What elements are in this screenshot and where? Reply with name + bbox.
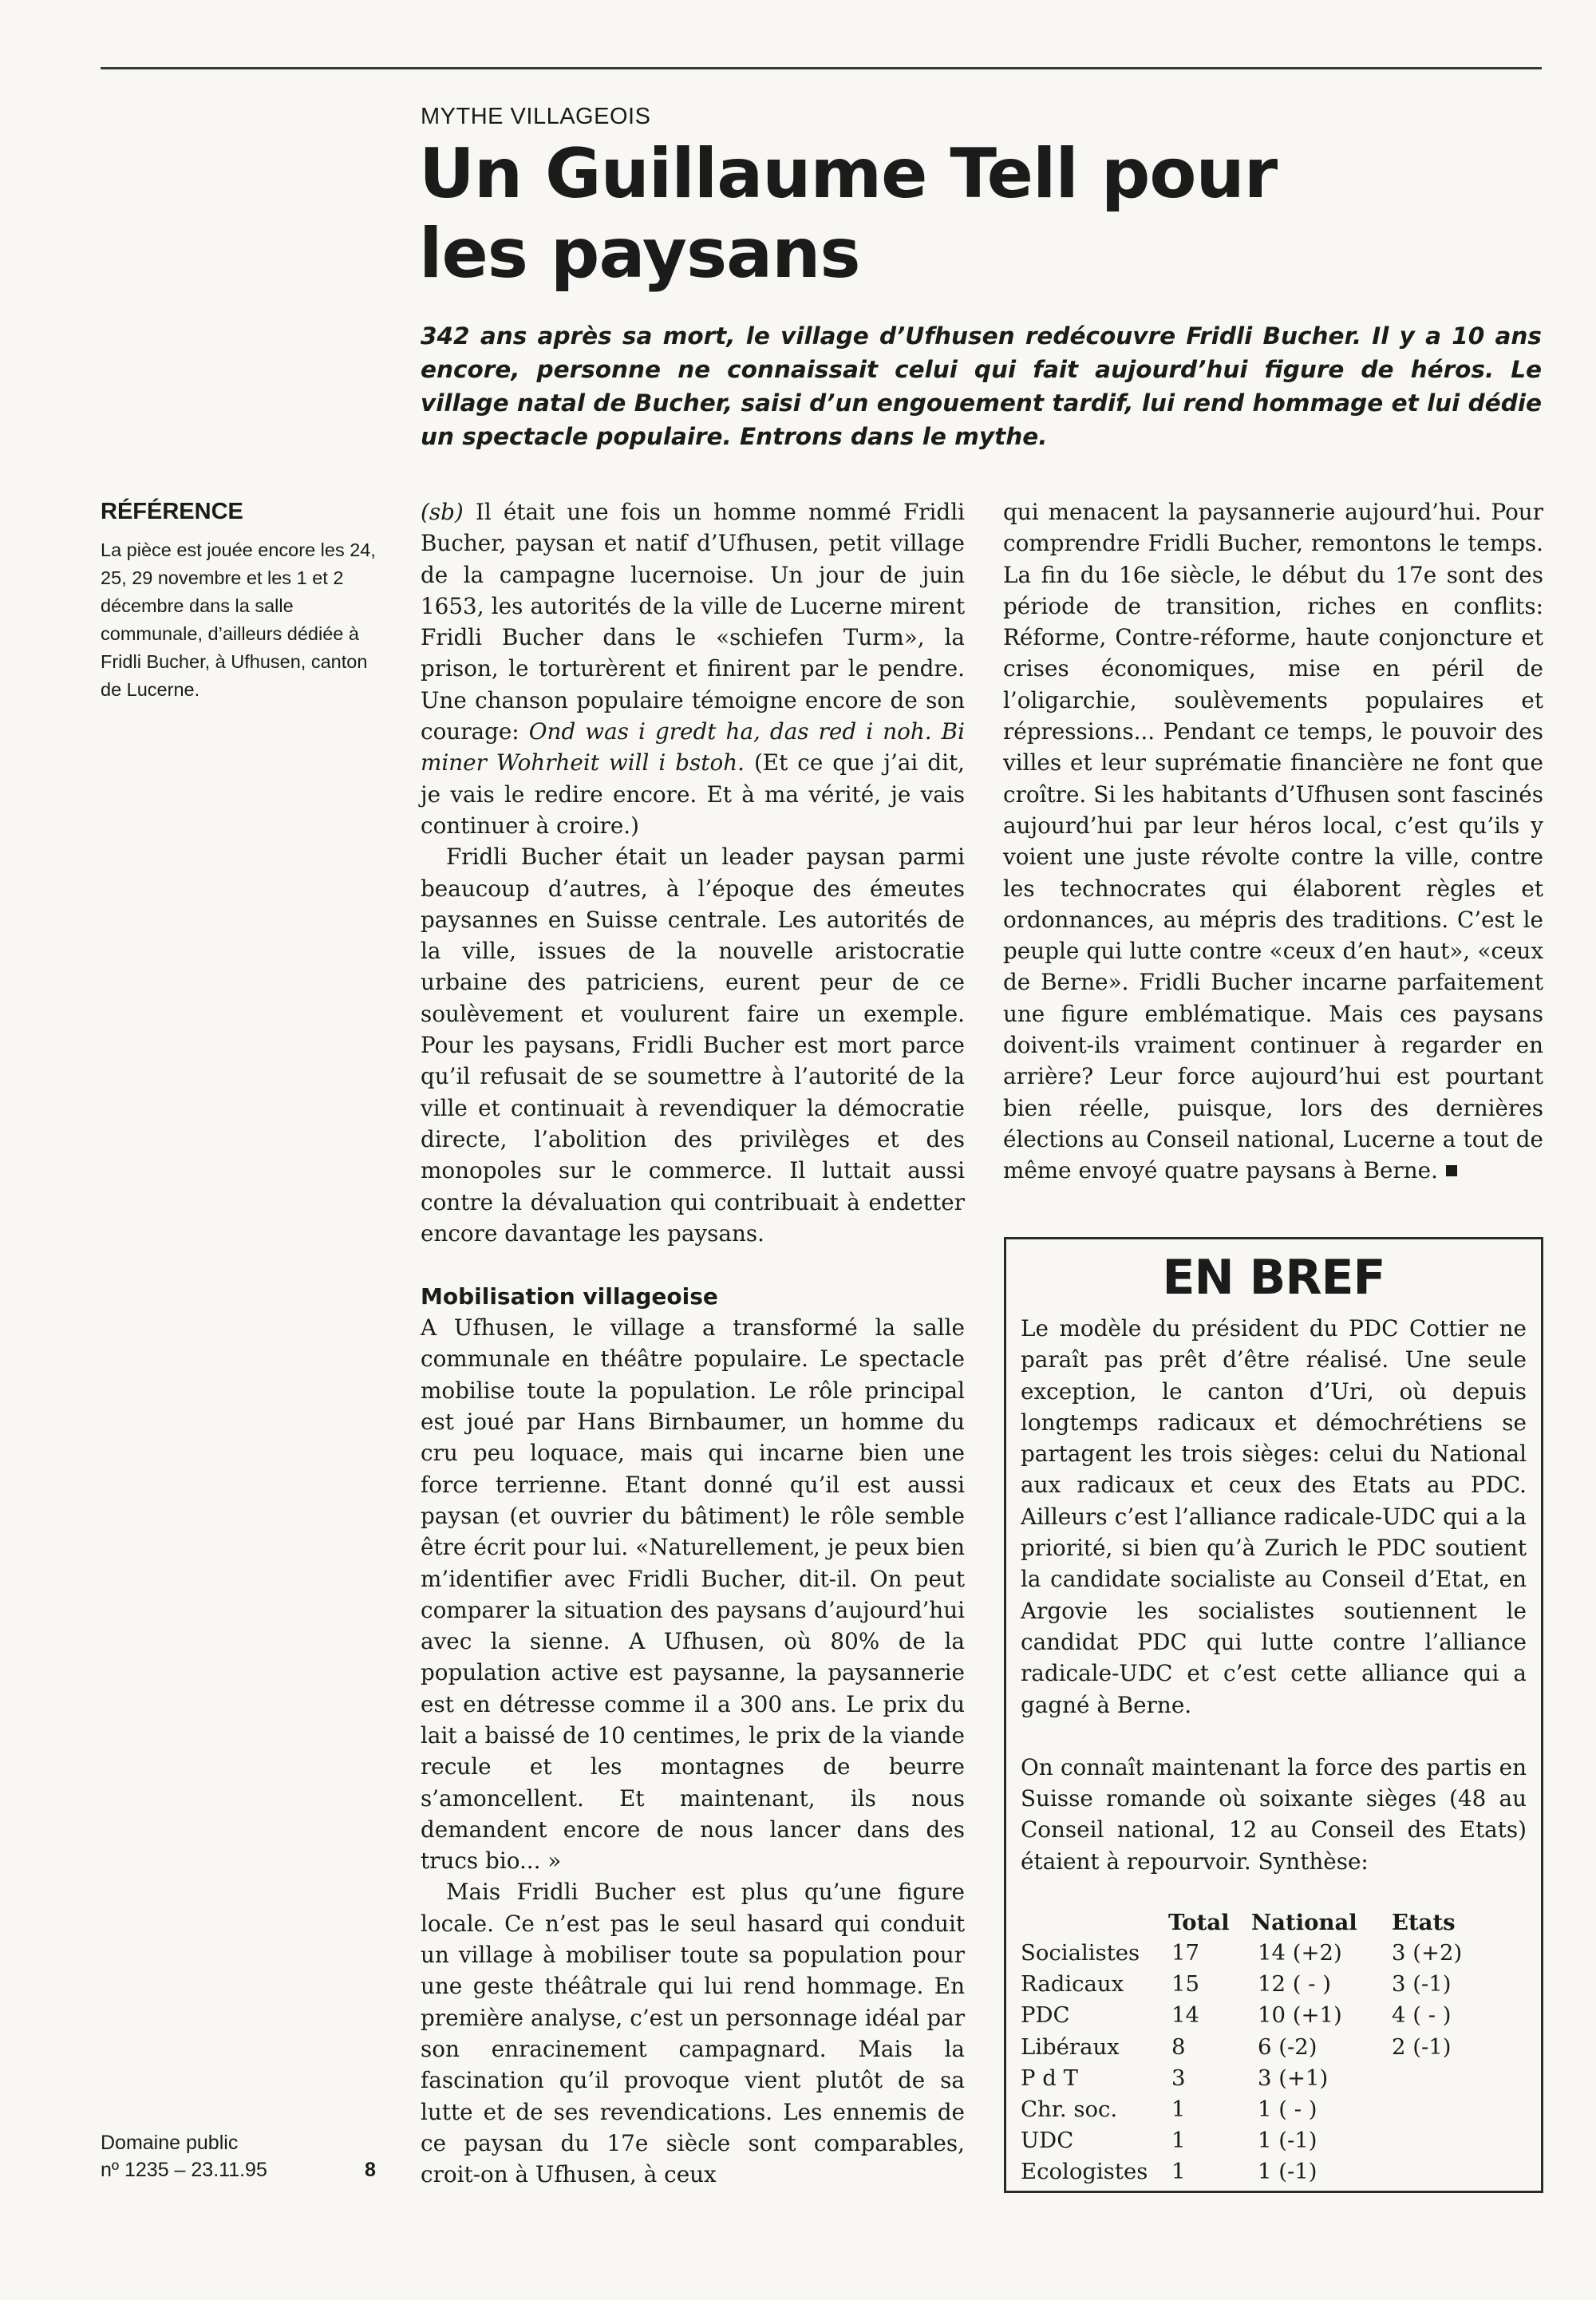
etats-seats [1392,2094,1487,2125]
party-name: Radicaux [1021,1971,1124,1998]
party-name: Socialistes [1021,1940,1140,1966]
party-name: PDC [1021,2002,1070,2029]
article-paragraph-1: (sb) Il était une fois un homme nommé Fridli Bucher, paysan et natif d’Ufhusen, petit village de la campagne lucernoise. Un jour de juin 1653, les autorités de la ville de Lucerne mirent Fridli Bucher dans le «schiefen Turm», la prison, le torturèrent et finirent par le pendre. Une chanson populaire témoigne encore de son courage: Ond was i gredt ha, das red i noh. Bi miner Wohrheit will i bstoh. (Et ce que j’ai dit, je vais le redire encore. Et à ma vérité, je vais continuer à croire.) [421,499,965,839]
national-seats: 10 (+1) [1258,2002,1342,2029]
table-row [1021,2063,1487,2094]
party-name: Chr. soc. [1021,2096,1118,2123]
article-paragraph-4: Mais Fridli Bucher est plus qu’une figure locale. Ce n’est pas le seul hasard qui conduit un village à mobiliser toute sa population pour une geste théâtrale qui lui rend hommage. En première analyse, c’est un personnage idéal par son enracinement campagnard. Mais la fascination qu’il provoque vient plutôt de sa lutte et de ses revendications. Les ennemis de ce paysan du 17e siècle sont comparables, croit-on à Ufhusen, à ceux [421,1879,965,2188]
table-row [1021,1969,1487,2000]
national-seats: 1 (-1) [1258,2159,1317,2185]
national-seats: 1 (-1) [1258,2128,1317,2154]
headline-line-2: les paysans [419,214,860,294]
total-seats: 1 [1171,2128,1186,2154]
party-name: P d T [1021,2065,1078,2091]
issue-info: nº 1235 – 23.11.95 [101,2159,267,2181]
top-rule [101,67,1542,69]
article-paragraph-2: Fridli Bucher était un leader paysan parmi beaucoup d’autres, à l’époque des émeutes paysannes en Suisse centrale. Les autorités de la ville, issues de la nouvelle aristocratie urbaine des patriciens, eurent peur de ce soulèvement et voulurent faire un exemple. Pour les paysans, Fridli Bucher est mort parce qu’il refusait de se soumettre à l’autorité de la ville et continuait à revendiquer la démocratie directe, l’abolition des privilèges et des monopoles sur le commerce. Il luttait aussi contre la dévaluation qui contribuait à endetter encore davantage les paysans. [421,844,965,1247]
etats-seats [1392,2156,1487,2187]
table-row [1021,2156,1487,2187]
reference-text: La pièce est jouée encore les 24, 25, 29 novembre et les 1 et 2 décembre dans la salle communale, d’ailleurs dédiée à Fridli Bucher, à Ufhusen, canton de Lucerne. [101,539,376,700]
header-total: Total [1168,1910,1230,1936]
table-row [1021,2094,1487,2125]
article-paragraph-5: qui menacent la paysannerie aujourd’hui. Pour comprendre Fridli Bucher, remontons le temps. La fin du 16e siècle, le début du 17e sont des période de transition, riches en conflits: Réforme, Contre-réforme, haute conjoncture et crises économiques, mise en péril de l’oligarchie, soulèvements populaires et répressions... Pendant ce temps, le pouvoir des villes et leur suprématie financière ne font que croître. Si les habitants d’Ufhusen sont fascinés aujourd’hui par leur héros local, c’est qu’ils y voient une juste révolte contre la ville, contre les technocrates qui élaborent règles et ordonnances, au mépris des traditions. C’est le peuple qui lutte contre «ceux d’en haut», «ceux de Berne». Fridli Bucher incarne parfaitement une figure emblématique. Mais ces paysans doivent-ils vraiment continuer à regarder en arrière? Leur force aujourd’hui est pourtant bien réelle, puisque, lors des dernières élections au Conseil national, Lucerne a tout de même envoyé quatre paysans à Berne. [1003,499,1543,1184]
song-quote: Ond was i gredt ha, das red i noh. Bi miner Wohrheit will i bstoh. [421,718,965,777]
total-seats: 15 [1171,1971,1199,1998]
table-row [1021,2000,1487,2031]
table-row [1021,2125,1487,2156]
party-name: UDC [1021,2128,1074,2154]
header-etats: Etats [1392,1910,1456,1936]
page-number: 8 [365,2159,376,2181]
reference-title: RÉFÉRENCE [101,499,243,524]
total-seats: 1 [1171,2096,1186,2123]
etats-seats: 3 (-1) [1392,1971,1452,1998]
national-seats: 3 (+1) [1258,2065,1329,2091]
total-seats: 17 [1171,1940,1199,1966]
headline [419,134,1456,294]
en-bref-box [1004,1237,1543,2193]
etats-seats: 3 (+2) [1392,1940,1463,1966]
national-seats: 6 (-2) [1258,2033,1317,2060]
results-table [1021,1907,1487,2188]
national-seats: 12 ( - ) [1258,1971,1331,1998]
etats-seats: 2 (-1) [1392,2033,1452,2060]
en-bref-title: EN BREF [1162,1250,1385,1306]
etats-seats [1392,2125,1487,2156]
party-name: Libéraux [1021,2033,1120,2060]
total-seats: 8 [1171,2033,1186,2060]
page-footer [101,2129,388,2183]
kicker: MYTHE VILLAGEOIS [421,104,651,129]
total-seats: 3 [1171,2065,1186,2091]
headline-line-1: Un Guillaume Tell pour [419,134,1278,214]
article-paragraph-3: A Ufhusen, le village a transformé la salle communale en théâtre populaire. Le spectacle mobilise toute la population. Le rôle principal est joué par Hans Birnbaumer, un homme du cru peu loquace, mais qui incarne bien une force terrienne. Etant donné qu’il est aussi paysan (et ouvrier du bâtiment) le rôle semble être écrit pour lui. «Naturellement, je peux bien m’identifier avec Fridli Bucher, dit-il. On peut comparer la situation des paysans d’aujourd’hui avec la sienne. A Ufhusen, où 80% de la population active est paysanne, la paysannerie est en détresse comme il a 300 ans. Le prix du lait a baissé de 10 centimes, le prix de la viande recule et les montagnes de beurre s’amoncellent. Et maintenant, ils nous demandent encore de nous lancer dans des trucs bio... » [421,1314,965,1875]
en-bref-paragraph-1: Le modèle du président du PDC Cottier ne paraît pas prêt d’être réalisé. Une seule exception, le canton d’Uri, où depuis longtemps radicaux et démochrétiens se partagent les trois sièges: celui du National aux radicaux et ceux des Etats au PDC. Ailleurs c’est l’alliance radicale-UDC qui a la priorité, si bien qu’à Zurich le PDC soutient la candidate socialiste au Conseil d’Etat, en Argovie les socialistes soutiennent le candidat PDC qui lutte contre l’alliance radicale-UDC et c’est cette alliance qui a gagné à Berne. [1021,1315,1527,1718]
header-party [1021,1907,1168,1938]
total-seats: 1 [1171,2159,1186,2185]
etats-seats [1392,2063,1487,2094]
results-header-row [1021,1907,1487,1938]
etats-seats: 4 ( - ) [1392,2002,1452,2029]
publication-name: Domaine public [101,2132,239,2154]
end-mark-icon [1446,1165,1457,1176]
total-seats: 14 [1171,2002,1199,2029]
article-column-1 [421,496,965,2190]
author-initials: (sb) [421,499,464,525]
reference-sidebar [101,499,380,704]
party-name: Ecologistes [1021,2159,1148,2185]
header-national: National [1251,1910,1357,1936]
section-subhead: Mobilisation villageoise [421,1283,718,1310]
table-row [1021,2032,1487,2063]
national-seats: 1 ( - ) [1258,2096,1317,2123]
table-row [1021,1938,1487,1969]
lead-paragraph: 342 ans après sa mort, le village d’Ufhusen redécouvre Fridli Bucher. Il y a 10 ans encore, personne ne connaissait celui qui fait aujourd’hui figure de héros. Le village natal de Bucher, saisi d’un engouement tardif, lui rend hommage et lui dédie un spectacle populaire. Entrons dans le mythe. [421,322,1542,450]
en-bref-paragraph-2: On connaît maintenant la force des partis en Suisse romande où soixante sièges (48 au Conseil national, 12 au Conseil des Etats) étaient à repourvoir. Synthèse: [1021,1753,1527,1875]
article-column-2 [1003,496,1543,1187]
national-seats: 14 (+2) [1258,1940,1342,1966]
